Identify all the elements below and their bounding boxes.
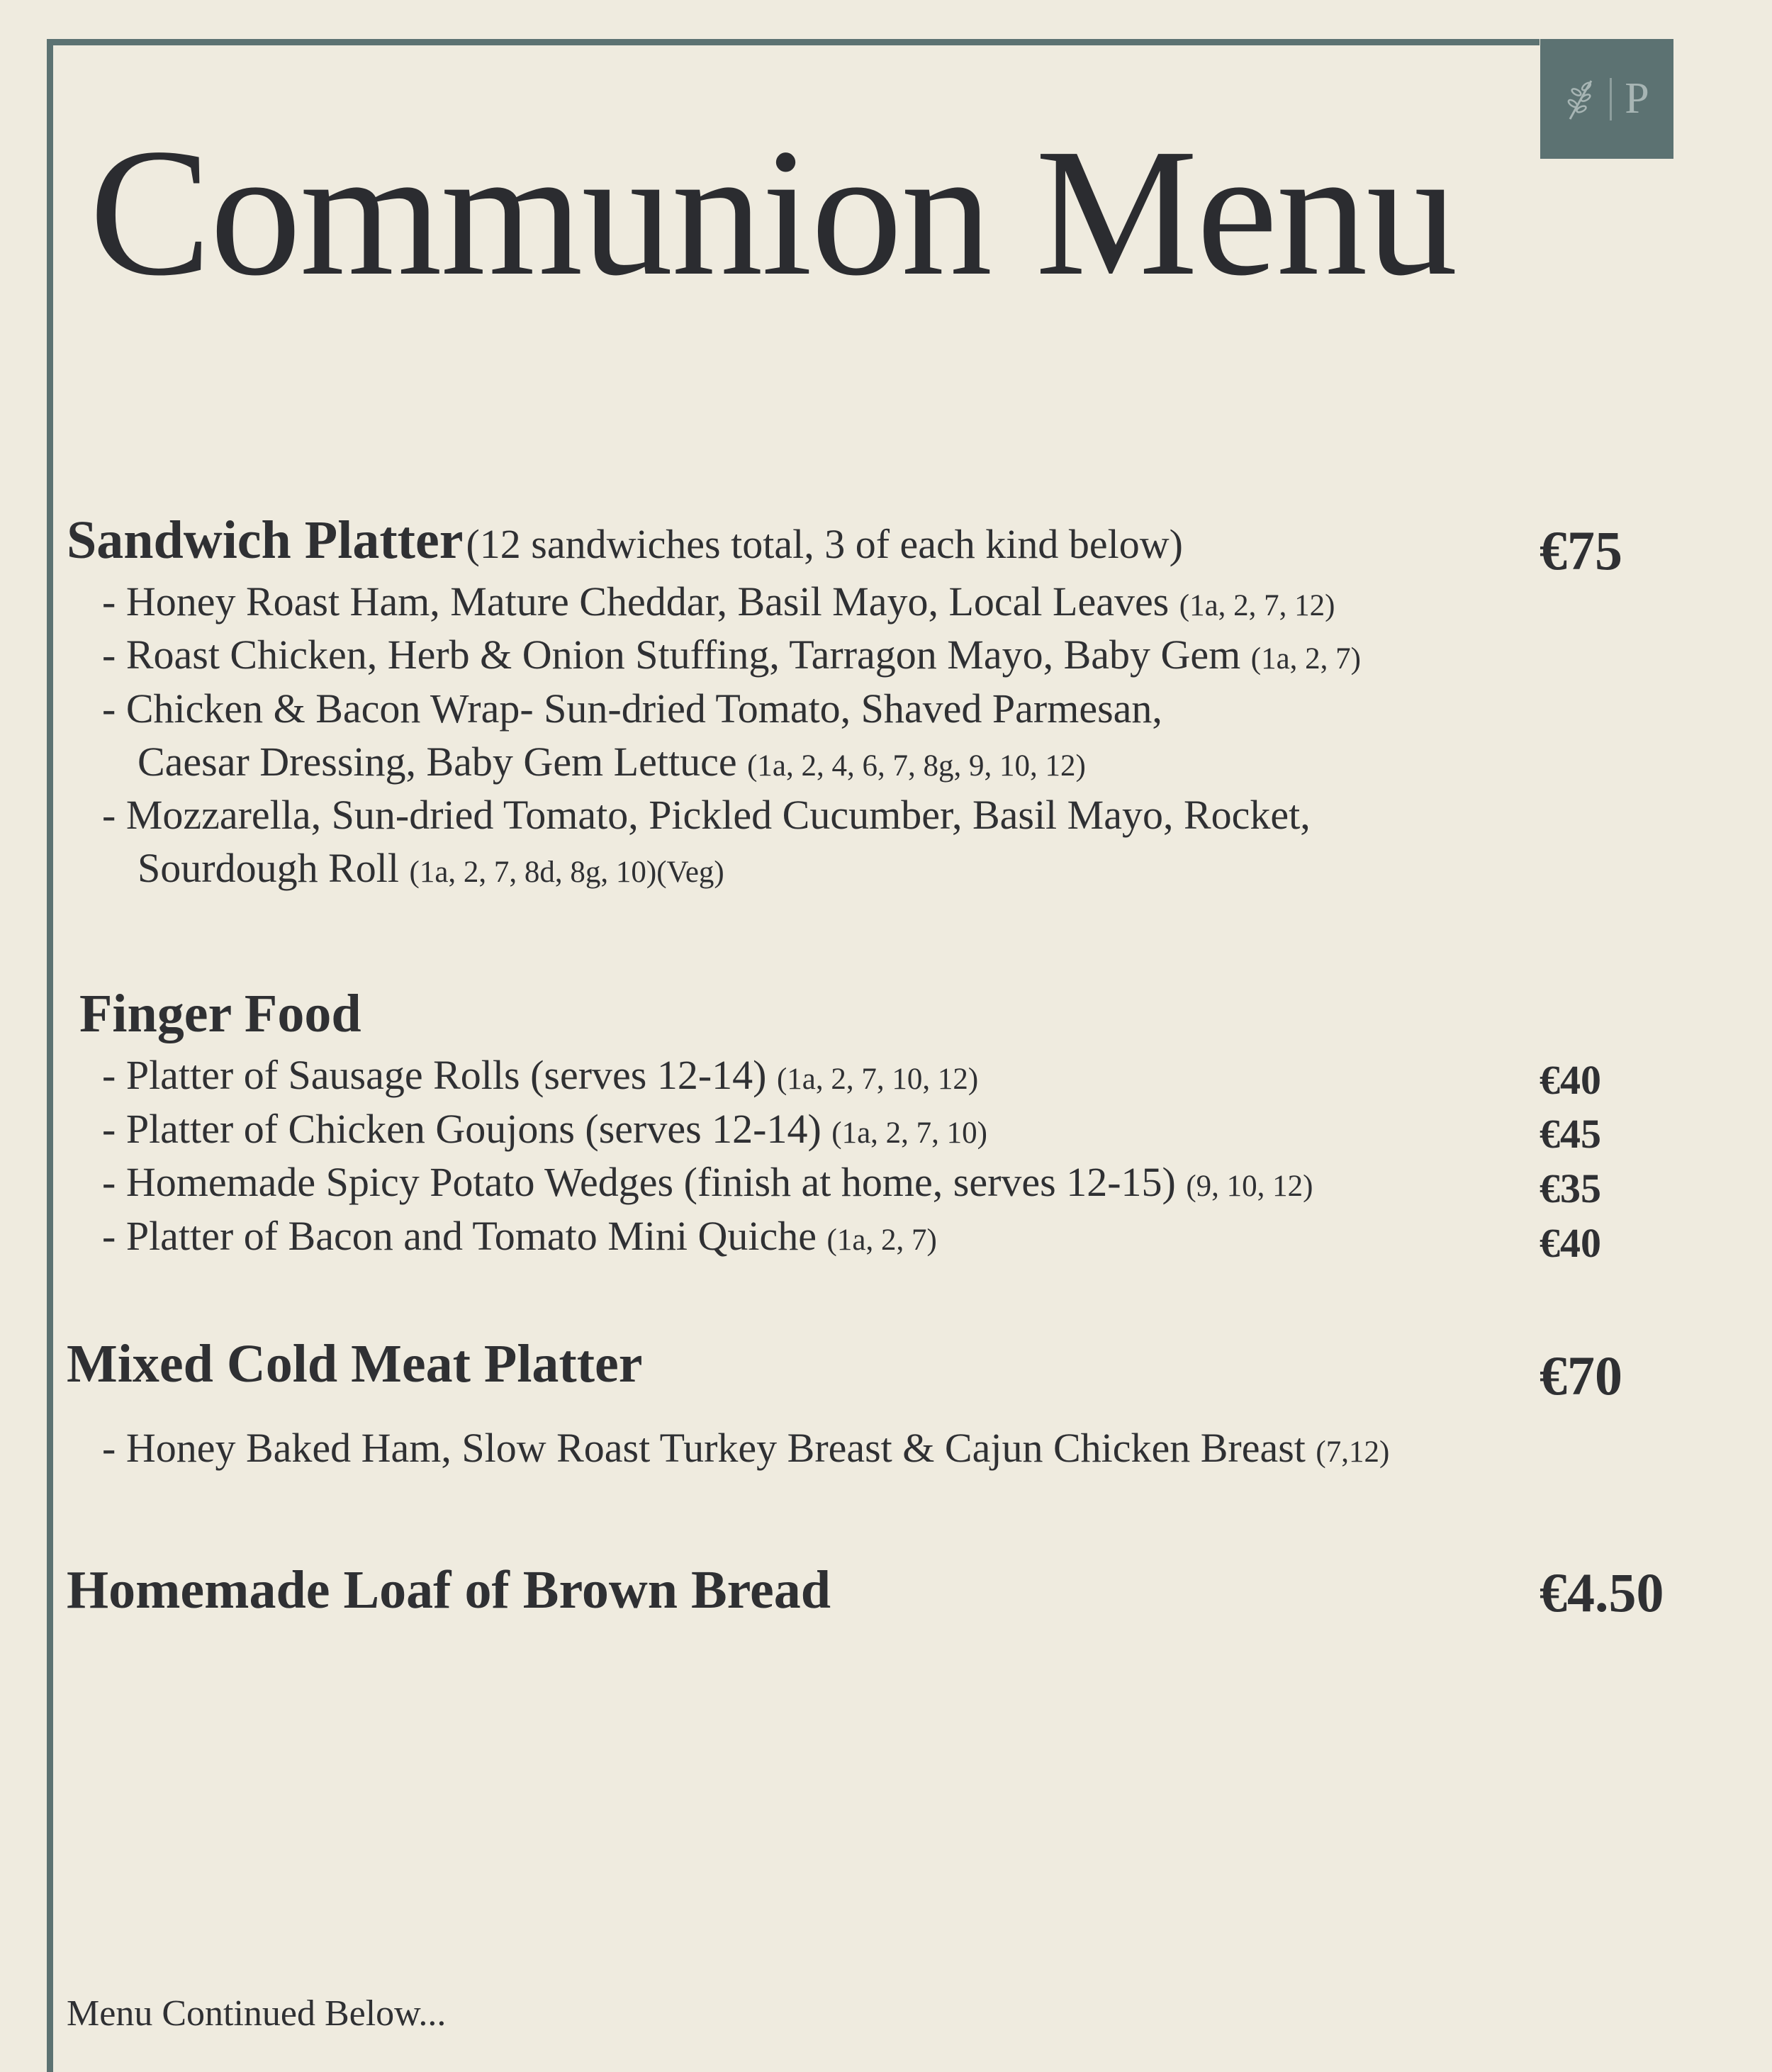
- item-text: Sourdough Roll: [138, 845, 399, 891]
- item-allergens: (7,12): [1316, 1435, 1390, 1469]
- sandwich-price: €75: [1540, 520, 1622, 581]
- logo-letter: P: [1625, 74, 1649, 123]
- list-item: [102, 792, 1311, 838]
- item-text: - Platter of Chicken Goujons (serves 12-14): [102, 1106, 821, 1152]
- frame-left-border: [47, 39, 53, 2072]
- frame-top-border: [47, 39, 1540, 45]
- page-title: Communion Menu: [89, 111, 1457, 313]
- finger-food-title: Finger Food: [79, 984, 361, 1043]
- item-text: - Mozzarella, Sun-dried Tomato, Pickled Cucumber, Basil Mayo, Rocket,: [102, 792, 1311, 838]
- sandwich-title: Sandwich Platter: [67, 510, 464, 570]
- item-text: - Platter of Bacon and Tomato Mini Quiche: [102, 1213, 817, 1259]
- item-text: - Homemade Spicy Potato Wedges (finish at home, serves 12-15): [102, 1159, 1176, 1205]
- item-allergens: (9, 10, 12): [1186, 1170, 1313, 1203]
- item-allergens: (1a, 2, 7, 10): [831, 1116, 988, 1150]
- list-item-continued: [138, 845, 724, 891]
- item-allergens: (1a, 2, 7, 10, 12): [776, 1063, 979, 1096]
- cold-meat-title: Mixed Cold Meat Platter: [67, 1334, 643, 1394]
- bread-price: €4.50: [1540, 1562, 1664, 1623]
- item-text: - Chicken & Bacon Wrap- Sun-dried Tomato, Shaved Parmesan,: [102, 685, 1162, 732]
- list-item: [102, 685, 1162, 732]
- item-text: - Honey Roast Ham, Mature Cheddar, Basil Mayo, Local Leaves: [102, 578, 1170, 625]
- item-allergens: (1a, 2, 4, 6, 7, 8g, 9, 10, 12): [747, 749, 1086, 783]
- bread-title: Homemade Loaf of Brown Bread: [67, 1560, 831, 1620]
- list-item: [102, 1106, 988, 1152]
- item-price: €45: [1540, 1111, 1601, 1157]
- leaf-sprig-icon: [1564, 77, 1597, 122]
- list-item: [102, 1213, 937, 1259]
- item-text: - Platter of Sausage Rolls (serves 12-14): [102, 1052, 767, 1098]
- footer-note: Menu Continued Below...: [67, 1993, 447, 2034]
- item-allergens: (1a, 2, 7, 12): [1179, 589, 1335, 622]
- cold-meat-price: €70: [1540, 1345, 1622, 1406]
- list-item: [102, 1159, 1313, 1205]
- list-item: [102, 1425, 1390, 1471]
- list-item: [102, 634, 1361, 676]
- item-allergens: (1a, 2, 7, 8d, 8g, 10)(Veg): [409, 856, 724, 889]
- item-price: €40: [1540, 1220, 1601, 1266]
- item-price: €35: [1540, 1165, 1601, 1211]
- item-allergens: (1a, 2, 7): [1250, 642, 1362, 676]
- item-price: €40: [1540, 1057, 1601, 1103]
- sandwich-heading: [67, 510, 1183, 570]
- logo: [1540, 39, 1673, 159]
- item-text: Caesar Dressing, Baby Gem Lettuce: [138, 739, 737, 785]
- item-text: - Roast Chicken, Herb & Onion Stuffing, Tarragon Mayo, Baby Gem: [102, 632, 1241, 678]
- list-item-continued: [138, 741, 1086, 783]
- list-item: [102, 578, 1335, 625]
- logo-divider: [1610, 78, 1612, 121]
- item-text: - Honey Baked Ham, Slow Roast Turkey Breast & Cajun Chicken Breast: [102, 1425, 1306, 1471]
- list-item: [102, 1052, 979, 1098]
- sandwich-note: (12 sandwiches total, 3 of each kind below): [466, 521, 1183, 567]
- item-allergens: (1a, 2, 7): [826, 1223, 937, 1257]
